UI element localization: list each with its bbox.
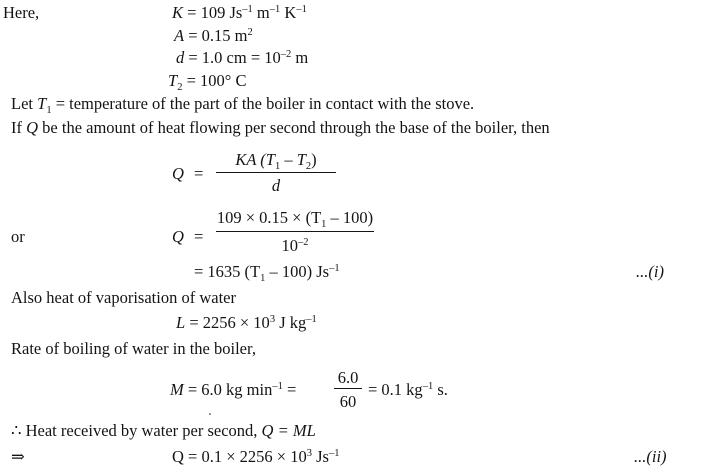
k-symbol: K bbox=[172, 3, 184, 22]
a-exp: 2 bbox=[247, 27, 253, 39]
k-unit-m: m bbox=[252, 3, 270, 22]
if-q-line bbox=[11, 120, 550, 137]
k-value: = 109 Js bbox=[187, 3, 243, 22]
k-exp1: –1 bbox=[242, 4, 253, 16]
eq2-equals: = bbox=[194, 227, 204, 246]
therefore-line bbox=[11, 423, 316, 440]
t2-symbol: T bbox=[168, 71, 178, 90]
d-symbol: d bbox=[176, 48, 185, 67]
eq5-line: M = 6.0 kg $\min^{-1}$ = bbox=[170, 380, 297, 399]
eq1-fraction-bar bbox=[216, 172, 336, 173]
t2-subscript: 2 bbox=[177, 81, 183, 93]
eq5-fraction-denominator: 60 bbox=[339, 392, 357, 411]
eq1-denominator: d bbox=[271, 176, 281, 195]
t2-value: = 100° C bbox=[186, 71, 247, 90]
eq2-lhs: Q bbox=[172, 227, 184, 246]
if-prefix: If bbox=[11, 118, 27, 137]
d-unit: m bbox=[291, 48, 309, 67]
therefore-text: ∴ Heat received by water per second, bbox=[11, 421, 262, 440]
eq5-fraction-bar bbox=[334, 388, 362, 389]
given-a-line bbox=[174, 28, 253, 45]
given-k-line bbox=[172, 5, 307, 22]
k-exp3: –1 bbox=[296, 4, 307, 16]
scan-dot bbox=[209, 413, 211, 415]
eq3-line: = 1635 $(T_1 - 100)$ $Js^{-1}$ bbox=[194, 262, 340, 284]
eq5-fraction-numerator: 6.0 bbox=[337, 368, 359, 387]
if-Q-symbol: Q bbox=[26, 118, 39, 137]
let-T-subscript: 1 bbox=[46, 104, 52, 116]
here-label: Here, bbox=[3, 3, 40, 22]
implies-arrow: ⇒ bbox=[11, 447, 25, 466]
or-label: or bbox=[11, 227, 25, 246]
let-T-symbol: T bbox=[37, 94, 47, 113]
a-symbol: A bbox=[174, 26, 185, 45]
eq6-tag: ...(ii) bbox=[634, 447, 667, 466]
eq1-numerator: KA $(T_1 - T_2)$ bbox=[235, 150, 317, 172]
eq1-lhs: Q bbox=[172, 164, 184, 183]
a-value: = 0.15 m bbox=[188, 26, 248, 45]
given-d-line bbox=[176, 50, 308, 67]
eq4-line: $L = 2256 \times 10^3$ J $kg^{-1}$ bbox=[176, 313, 317, 332]
d-value: = 1.0 cm = 10 bbox=[188, 48, 281, 67]
eq6-line: $Q = 0.1 \times 2256 \times 10^3$ $Js^{-1}$ bbox=[172, 447, 340, 466]
let-prefix: Let bbox=[11, 94, 38, 113]
eq2-fraction-bar bbox=[216, 231, 374, 232]
if-definition: be the amount of heat flowing per second through the base of the boiler, then bbox=[38, 118, 550, 137]
d-exp: –2 bbox=[280, 49, 292, 61]
k-exp2: –1 bbox=[269, 4, 281, 16]
given-t2-line bbox=[168, 71, 247, 93]
let-t1-line bbox=[11, 94, 475, 116]
rate-boiling-line: Rate of boiling of water in the boiler, bbox=[11, 339, 256, 358]
eq1-equals: = bbox=[194, 164, 204, 183]
eq5-result: = 0.1 $kg^{-1}$ s. bbox=[368, 380, 448, 399]
let-definition: = temperature of the part of the boiler in contact with the stove. bbox=[51, 94, 475, 113]
also-heat-line: Also heat of vaporisation of water bbox=[11, 288, 236, 307]
k-unit-K: K bbox=[280, 3, 297, 22]
therefore-equation: Q = ML bbox=[261, 421, 316, 440]
eq3-tag: ...(i) bbox=[636, 262, 664, 281]
eq2-denominator: $10^{-2}$ bbox=[281, 236, 309, 255]
eq2-numerator: $109 \times 0.15 \times (T_1 - 100)$ bbox=[216, 208, 374, 230]
